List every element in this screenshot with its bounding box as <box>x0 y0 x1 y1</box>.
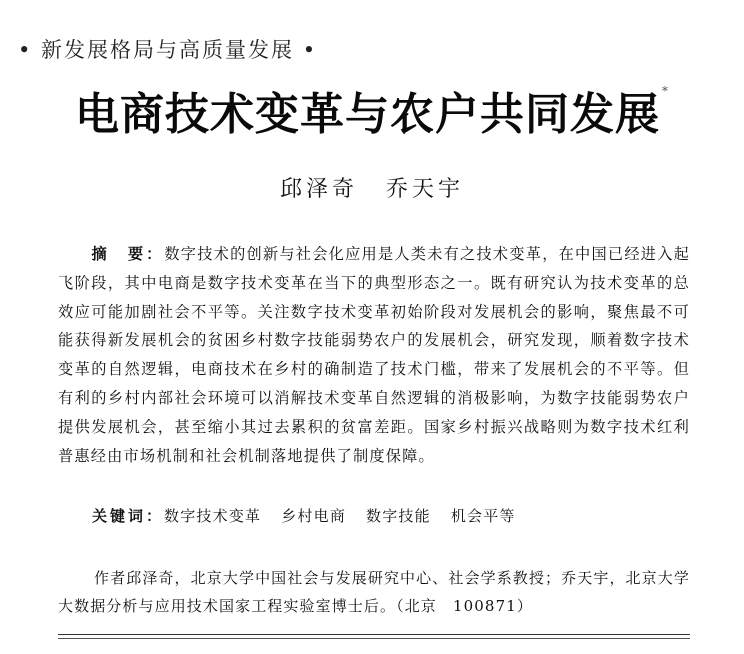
article-title <box>0 78 744 142</box>
abstract-label: 摘 要： <box>91 245 165 263</box>
author-affiliation-note: 作者邱泽奇，北京大学中国社会与发展研究中心、社会学系教授；乔天宇，北京大学大数据分析与应用技术国家工程实验室博士后。（北京 100871） <box>58 569 690 615</box>
abstract <box>58 240 690 470</box>
author-name: 乔天宇 <box>386 177 465 202</box>
keyword: 数字技术变革 <box>164 507 262 525</box>
title-footnote-mark: * <box>662 84 669 98</box>
footer-rule <box>58 634 690 635</box>
keyword: 数字技能 <box>366 507 431 525</box>
abstract-text: 数字技术的创新与社会化应用是人类未有之技术变革，在中国已经进入起飞阶段，其中电商是数字技术变革在当下的典型形态之一。既有研究认为技术变革的总效应可能加剧社会不平等。关注数字技术变革初始阶段对发展机会的影响，聚焦最不可能获得新发展机会的贫困乡村数字技能弱势农户的发展机会，研究发现，顺着数字技术变革的自然逻辑，电商技术在乡村的确制造了技术门槛，带来了发展机会的不平等。但有利的乡村内部社会环境可以消解技术变革自然逻辑的消极影响，为数字技能弱势农户提供发展机会，甚至缩小其过去累积的贫富差距。国家乡村振兴战略则为数字技术红利普惠经由市场机制和社会机制落地提供了制度保障。 <box>58 245 691 465</box>
column-tag: • 新发展格局与高质量发展 • <box>18 38 318 62</box>
footer-rule <box>58 638 690 639</box>
article-title-text: 电商技术变革与农户共同发展 <box>75 89 660 140</box>
keyword: 乡村电商 <box>281 507 347 525</box>
author-line <box>0 172 744 203</box>
keywords <box>92 505 536 526</box>
keywords-label: 关键词： <box>92 507 165 525</box>
keyword: 机会平等 <box>450 507 516 525</box>
author-name: 邱泽奇 <box>279 177 358 202</box>
